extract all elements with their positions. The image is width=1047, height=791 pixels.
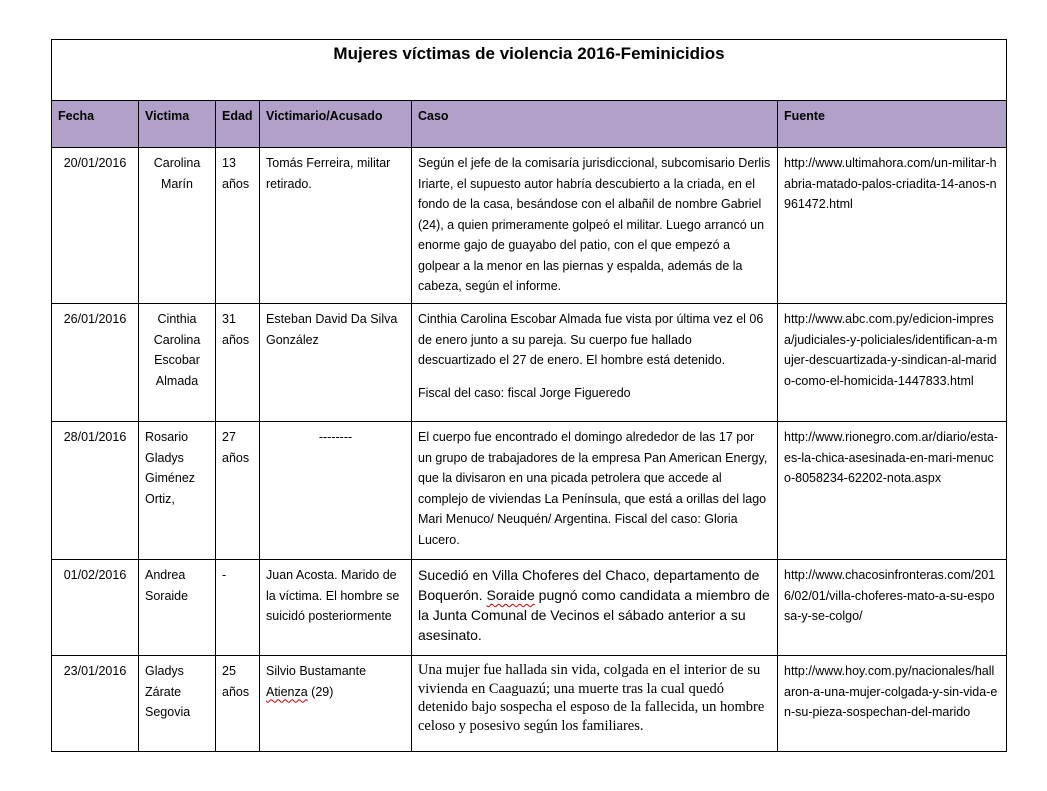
victimario-text-c: (29) xyxy=(307,684,334,699)
cell-victima: Andrea Soraide xyxy=(139,560,216,656)
table-row xyxy=(52,560,1007,656)
cell-edad: 31 años xyxy=(216,304,260,422)
title-row xyxy=(52,40,1007,101)
feminicide-table xyxy=(51,39,1007,752)
cell-caso: El cuerpo fue encontrado el domingo alrededor de las 17 por un grupo de trabajadores de la empresa Pan American Energy, que la divisaron en una picada petrolera que accede al complejo de viviendas La Península, que está a orillas del lago Mari Menuco/ Neuquén/ Argentina. Fiscal del caso: Gloria Lucero. xyxy=(412,422,778,560)
cell-victima: Carolina Marín xyxy=(139,148,216,304)
table-row xyxy=(52,148,1007,304)
table-row xyxy=(52,422,1007,560)
cell-edad: - xyxy=(216,560,260,656)
cell-fecha: 20/01/2016 xyxy=(52,148,139,304)
cell-victima: Rosario Gladys Giménez Ortiz, xyxy=(139,422,216,560)
caso-text-misspelled: Soraide xyxy=(486,587,535,603)
header-fuente: Fuente xyxy=(778,101,1007,148)
caso-text-a: Sucedió en Villa Choferes del Chaco, departamento de Boquerón. xyxy=(418,567,760,603)
caso-text-c: pugnó como candidata a miembro de la Junta Comunal de Vecinos el sábado anterior a su asesinato. xyxy=(418,587,770,643)
cell-fuente[interactable]: http://www.rionegro.com.ar/diario/esta-es-la-chica-asesinada-en-mari-menuco-8058234-62202-nota.aspx xyxy=(778,422,1007,560)
cell-victimario: Tomás Ferreira, militar retirado. xyxy=(260,148,412,304)
cell-fecha: 26/01/2016 xyxy=(52,304,139,422)
cell-victimario: Juan Acosta. Marido de la víctima. El hombre se suicidó posteriormente xyxy=(260,560,412,656)
cell-fecha: 28/01/2016 xyxy=(52,422,139,560)
cell-edad: 27 años xyxy=(216,422,260,560)
cell-fecha: 23/01/2016 xyxy=(52,656,139,752)
cell-victimario: Esteban David Da Silva González xyxy=(260,304,412,422)
cell-fuente[interactable]: http://www.abc.com.py/edicion-impresa/judiciales-y-policiales/identifican-a-mujer-descuartizada-y-sindican-al-marido-como-el-homicida-1447833.html xyxy=(778,304,1007,422)
cell-edad: 25 años xyxy=(216,656,260,752)
cell-victima: Cinthia Carolina Escobar Almada xyxy=(139,304,216,422)
header-edad: Edad xyxy=(216,101,260,148)
caso-text: Cinthia Carolina Escobar Almada fue vista por última vez el 06 de enero junto a su pareja. Su cuerpo fue hallado descuartizado el 27 de enero. El hombre está detenido. xyxy=(418,312,764,367)
victimario-text-a: Silvio Bustamante xyxy=(266,664,367,678)
cell-victimario: -------- xyxy=(260,422,412,560)
cell-caso xyxy=(412,560,778,656)
cell-fuente[interactable]: http://www.hoy.com.py/nacionales/hallaron-a-una-mujer-colgada-y-sin-vida-en-su-pieza-sospechan-del-marido xyxy=(778,656,1007,752)
cell-fecha: 01/02/2016 xyxy=(52,560,139,656)
header-fecha: Fecha xyxy=(52,101,139,148)
header-caso: Caso xyxy=(412,101,778,148)
cell-caso: Una mujer fue hallada sin vida, colgada en el interior de su vivienda en Caaguazú; una muerte tras la cual quedó detenido bajo sospecha el esposo de la fallecida, un hombre celoso y posesivo según los familiares. xyxy=(412,656,778,752)
header-row xyxy=(52,101,1007,148)
header-victimario: Victimario/Acusado xyxy=(260,101,412,148)
caso-fiscal-note: Fiscal del caso: fiscal Jorge Figueredo xyxy=(418,385,631,400)
table-row xyxy=(52,656,1007,752)
cell-victima: Gladys Zárate Segovia xyxy=(139,656,216,752)
cell-victimario xyxy=(260,656,412,752)
header-victima: Victima xyxy=(139,101,216,148)
cell-fuente[interactable]: http://www.ultimahora.com/un-militar-habria-matado-palos-criadita-14-anos-n961472.html xyxy=(778,148,1007,304)
table-title: Mujeres víctimas de violencia 2016-Feminicidios xyxy=(52,40,1007,101)
table-row xyxy=(52,304,1007,422)
cell-caso: Según el jefe de la comisaría jurisdiccional, subcomisario Derlis Iriarte, el supuesto autor habría descubierto a la criada, en el fondo de la casa, besándose con el albañil de nombre Gabriel (24), a quien primeramente golpeó el militar. Luego arrancó un enorme gajo de guayabo del patio, con el que empezó a golpear a la menor en las piernas y espalda, además de la cabeza, según el informe. xyxy=(412,148,778,304)
cell-edad: 13 años xyxy=(216,148,260,304)
cell-caso xyxy=(412,304,778,422)
victimario-text-misspelled: Atienza xyxy=(266,684,308,699)
cell-fuente[interactable]: http://www.chacosinfronteras.com/2016/02/01/villa-choferes-mato-a-su-esposa-y-se-colgo/ xyxy=(778,560,1007,656)
